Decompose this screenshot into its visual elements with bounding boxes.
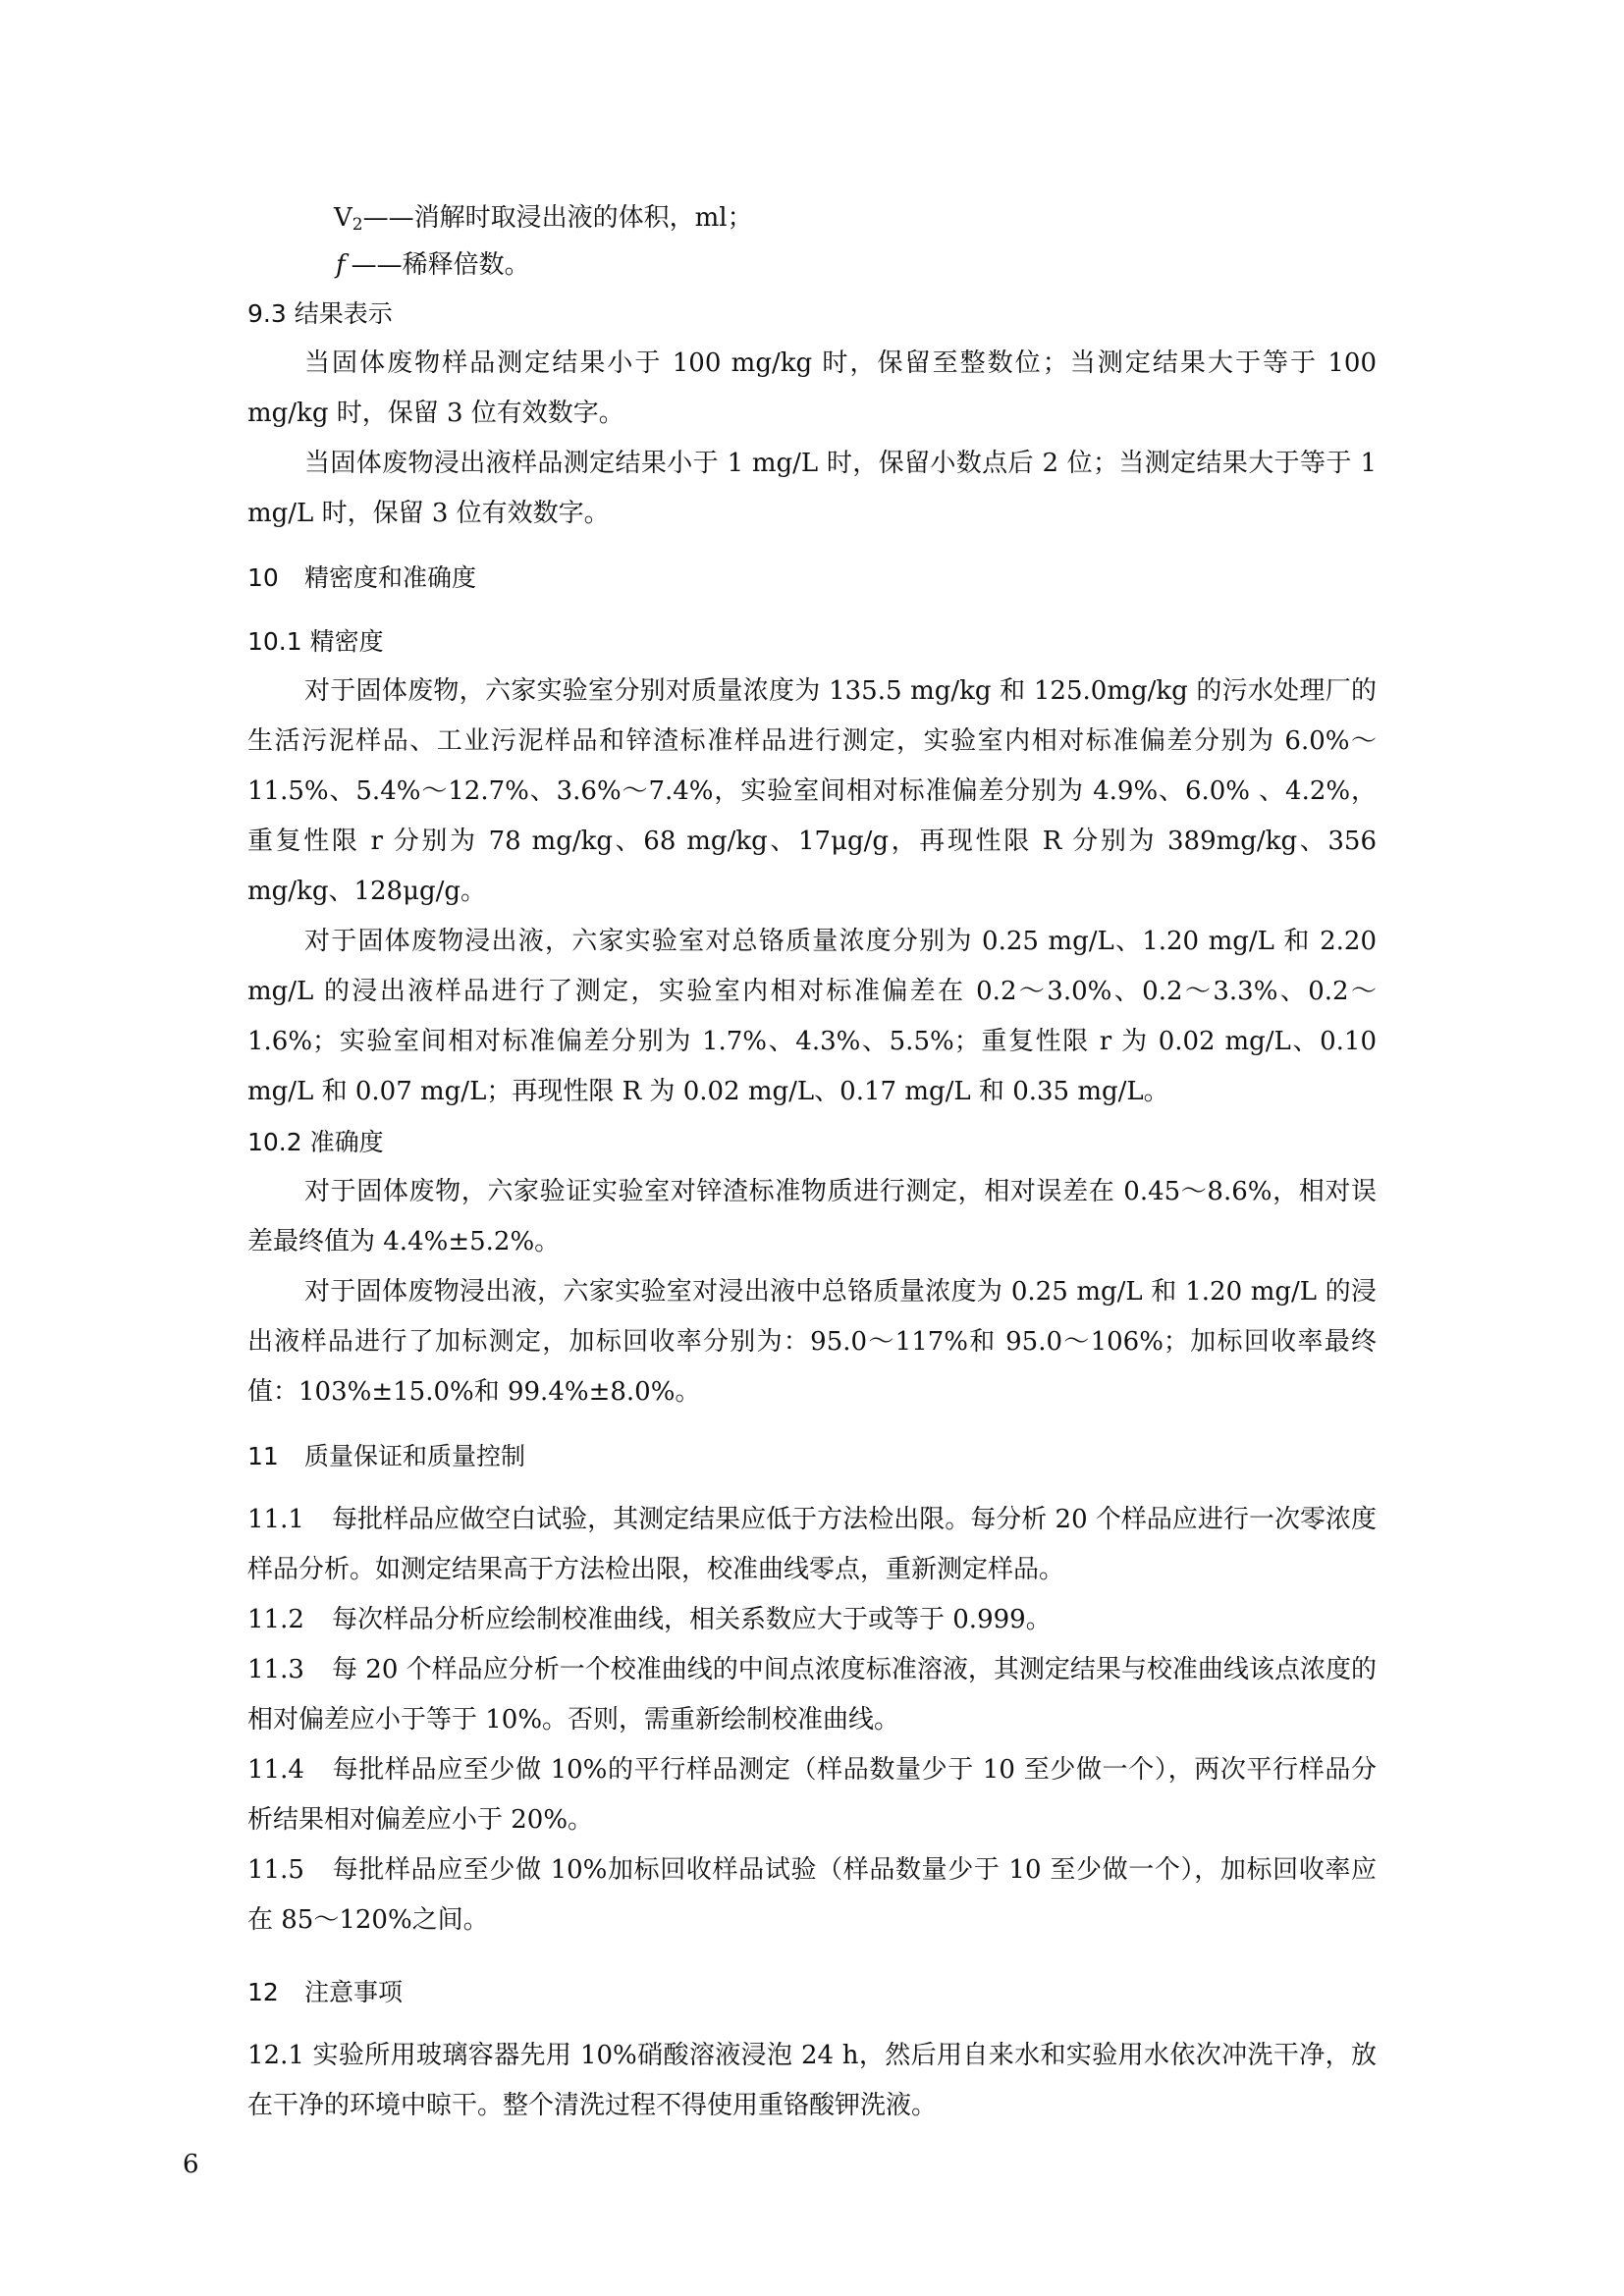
section-11-item (247, 1495, 1377, 1595)
section-9-3-paragraph-1: 当固体废物样品测定结果小于 100 mg/kg 时，保留至整数位；当测定结果大于等于 100 mg/kg 时，保留 3 位有效数字。 (247, 348, 1377, 428)
item-number: 11.2 (247, 1605, 304, 1634)
item-text: 每 20 个样品应分析一个校准曲线的中间点浓度标准溶液，其测定结果与校准曲线该点浓度的相对偏差应小于等于 10%。否则，需重新绘制校准曲线。 (247, 1655, 1377, 1735)
item-text: 每批样品应至少做 10%加标回收样品试验（样品数量少于 10 至少做一个），加标回收率应在 85～120%之间。 (247, 1855, 1377, 1935)
section-12-heading (247, 1967, 1377, 2017)
section-11-item (247, 1595, 1377, 1645)
v2-description: ——消解时取浸出液的体积，ml； (362, 203, 753, 233)
item-number: 12.1 (247, 2041, 304, 2070)
section-12-1-item (247, 2031, 1377, 2131)
section-11-item (247, 1645, 1377, 1745)
item-text: 实验所用玻璃容器先用 10%硝酸溶液浸泡 24 h，然后用自来水和实验用水依次冲洗干净，放在干净的环境中晾干。整个清洗过程不得使用重铬酸钾洗液。 (247, 2041, 1378, 2120)
item-text: 每批样品应至少做 10%的平行样品测定（样品数量少于 10 至少做一个），两次平行样品分析结果相对偏差应小于 20%。 (247, 1755, 1377, 1835)
item-number: 11.1 (247, 1505, 304, 1534)
v2-subscript: 2 (352, 215, 363, 235)
section-10-2-paragraph-1: 对于固体废物，六家验证实验室对锌渣标准物质进行测定，相对误差在 0.45～8.6%，相对误差最终值为 4.4%±5.2%。 (247, 1177, 1377, 1256)
section-12-title: 注意事项 (304, 1978, 404, 2006)
section-10-2-paragraph-2: 对于固体废物浸出液，六家实验室对浸出液中总铬质量浓度为 0.25 mg/L 和 1.20 mg/L 的浸出液样品进行了加标测定，加标回收率分别为：95.0～117%和 95.0～106%；加标回收率最终值：103%±15.0%和 99.4%±8.0%。 (247, 1277, 1377, 1407)
section-10-title: 精密度和准确度 (304, 563, 477, 592)
page-number: 6 (183, 2150, 199, 2179)
section-10-1-heading: 10.1 精密度 (247, 627, 384, 656)
item-number: 11.5 (247, 1855, 304, 1885)
variable-v2-definition (247, 194, 1377, 241)
item-number: 11.4 (247, 1755, 304, 1785)
section-9-3-heading: 9.3 结果表示 (247, 299, 393, 328)
variable-f-definition (247, 241, 1377, 289)
v2-symbol: V (334, 203, 352, 233)
section-10-1-paragraph-1: 对于固体废物，六家实验室分别对质量浓度为 135.5 mg/kg 和 125.0mg/kg 的污水处理厂的生活污泥样品、工业污泥样品和锌渣标准样品进行测定，实验室内相对标准偏差分别为 6.0%～11.5%、5.4%～12.7%、3.6%～7.4%，实验室间相对标准偏差分别为 4.9%、6.0% 、4.2%，重复性限 r 分别为 78 mg/kg、68 mg/kg、17μg/g，再现性限 R 分别为 389mg/kg、356 mg/kg、128μg/g。 (247, 676, 1377, 906)
item-text: 每批样品应做空白试验，其测定结果应低于方法检出限。每分析 20 个样品应进行一次零浓度样品分析。如测定结果高于方法检出限，校准曲线零点，重新测定样品。 (247, 1505, 1377, 1584)
f-symbol: f (336, 250, 346, 280)
f-description: ——稀释倍数。 (351, 250, 530, 280)
section-9-3-paragraph-2: 当固体废物浸出液样品测定结果小于 1 mg/L 时，保留小数点后 2 位；当测定结果大于等于 1 mg/L 时，保留 3 位有效数字。 (247, 449, 1377, 528)
section-10-2-heading: 10.2 准确度 (247, 1128, 384, 1156)
document-body (247, 194, 1377, 2131)
section-10-number: 10 (247, 563, 279, 592)
item-number: 11.3 (247, 1655, 304, 1684)
section-10-1-paragraph-2: 对于固体废物浸出液，六家实验室对总铬质量浓度分别为 0.25 mg/L、1.20 mg/L 和 2.20 mg/L 的浸出液样品进行了测定，实验室内相对标准偏差在 0.2～3.0%、0.2～3.3%、0.2～1.6%；实验室间相对标准偏差分别为 1.7%、4.3%、5.5%；重复性限 r 为 0.02 mg/L、0.10 mg/L 和 0.07 mg/L；再现性限 R 为 0.02 mg/L、0.17 mg/L 和 0.35 mg/L。 (247, 927, 1377, 1106)
section-12-number: 12 (247, 1978, 279, 2006)
section-11-title: 质量保证和质量控制 (304, 1442, 526, 1470)
section-10-heading (247, 553, 1377, 603)
item-text: 每次样品分析应绘制校准曲线，相关系数应大于或等于 0.999。 (332, 1605, 1052, 1634)
section-11-number: 11 (247, 1442, 279, 1470)
section-11-item (247, 1845, 1377, 1946)
section-11-item (247, 1745, 1377, 1845)
section-11-heading (247, 1431, 1377, 1481)
